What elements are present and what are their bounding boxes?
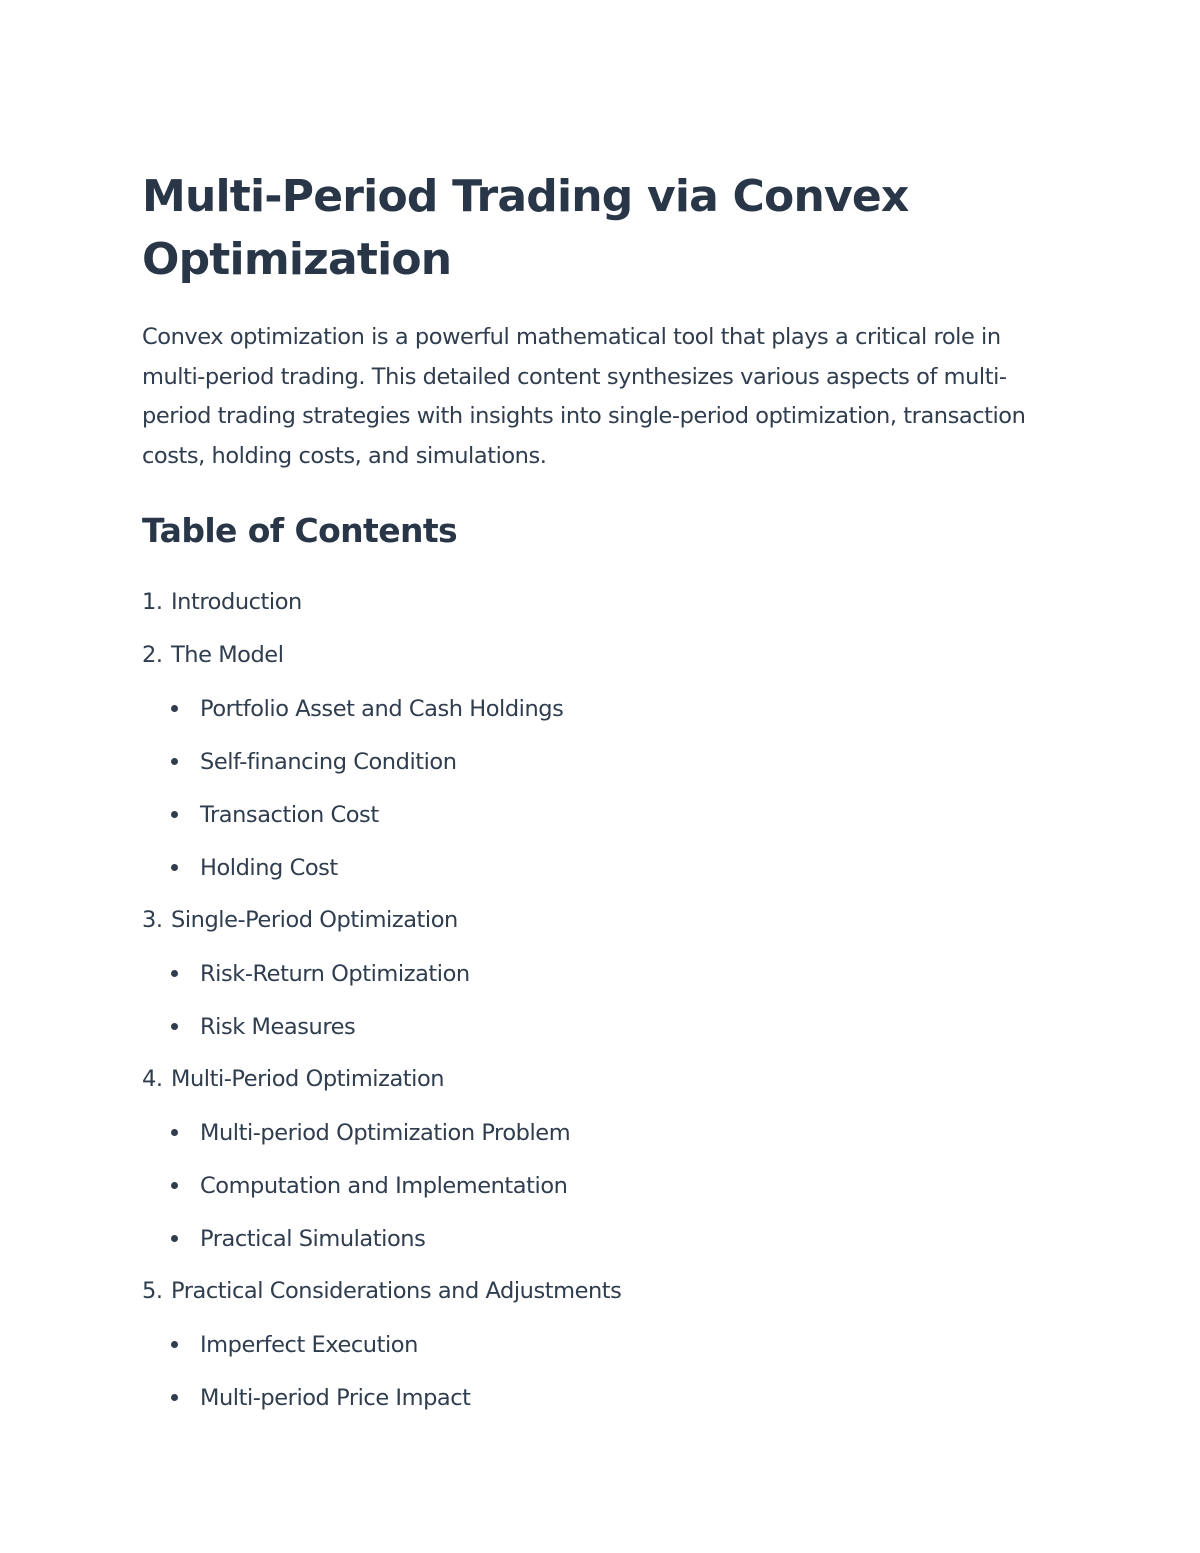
toc-subsection-label: Imperfect Execution [200,1331,418,1358]
toc-subsection-label: Practical Simulations [200,1225,426,1252]
toc-section-multi-period-optimization [142,1053,1062,1265]
toc-section-introduction [142,576,1062,629]
toc-heading: Table of Contents [142,511,458,551]
toc-subsection-label: Computation and Implementation [200,1172,568,1199]
toc-section-label: Single-Period Optimization [171,907,458,934]
toc-subsection-label: Self-financing Condition [200,748,457,775]
document-page [142,165,1062,1424]
toc-subsection [142,1000,1062,1053]
toc-subsection [142,1371,1062,1424]
bullet-icon [171,1182,178,1189]
toc-subsection-label: Risk-Return Optimization [200,960,470,987]
toc-section-number: 5. [142,1278,163,1305]
toc-section-label: Practical Considerations and Adjustments [171,1278,622,1305]
toc-subsection [142,1212,1062,1265]
toc-subsection-label: Multi-period Optimization Problem [200,1119,571,1146]
toc-section-number: 1. [142,589,163,616]
table-of-contents [142,576,1062,1424]
toc-subsection-label: Holding Cost [200,854,338,881]
toc-subsection-list [142,1106,1062,1265]
toc-subsection-list [142,682,1062,894]
toc-subsection-label: Transaction Cost [200,801,379,828]
bullet-icon [171,1394,178,1401]
toc-subsection-label: Portfolio Asset and Cash Holdings [200,695,564,722]
toc-section-number: 3. [142,907,163,934]
toc-subsection [142,841,1062,894]
bullet-icon [171,758,178,765]
toc-section-label: The Model [171,642,284,669]
bullet-icon [171,864,178,871]
toc-subsection-label: Risk Measures [200,1013,356,1040]
toc-subsection-label: Multi-period Price Impact [200,1384,471,1411]
toc-subsection [142,1159,1062,1212]
bullet-icon [171,1235,178,1242]
bullet-icon [171,1129,178,1136]
toc-section-label: Introduction [171,589,302,616]
document-title: Multi-Period Trading via Convex Optimization [142,171,909,285]
toc-subsection-list [142,947,1062,1053]
toc-subsection [142,788,1062,841]
toc-section-the-model [142,629,1062,894]
toc-section-number: 2. [142,642,163,669]
bullet-icon [171,1023,178,1030]
toc-subsection [142,1106,1062,1159]
toc-section-practical-considerations [142,1265,1062,1424]
toc-section-number: 4. [142,1066,163,1093]
toc-subsection [142,735,1062,788]
bullet-icon [171,970,178,977]
bullet-icon [171,1341,178,1348]
intro-paragraph: Convex optimization is a powerful mathematical tool that plays a critical role in multi-period trading. This detailed content synthesizes various aspects of multi-period trading strategies with insights into single-period optimization, transaction costs, holding costs, and simulations. [142,324,1026,469]
toc-section-label: Multi-Period Optimization [171,1066,445,1093]
toc-subsection [142,1318,1062,1371]
toc-section-single-period-optimization [142,894,1062,1053]
toc-subsection-list [142,1318,1062,1424]
toc-subsection [142,682,1062,735]
toc-subsection [142,947,1062,1000]
bullet-icon [171,705,178,712]
bullet-icon [171,811,178,818]
